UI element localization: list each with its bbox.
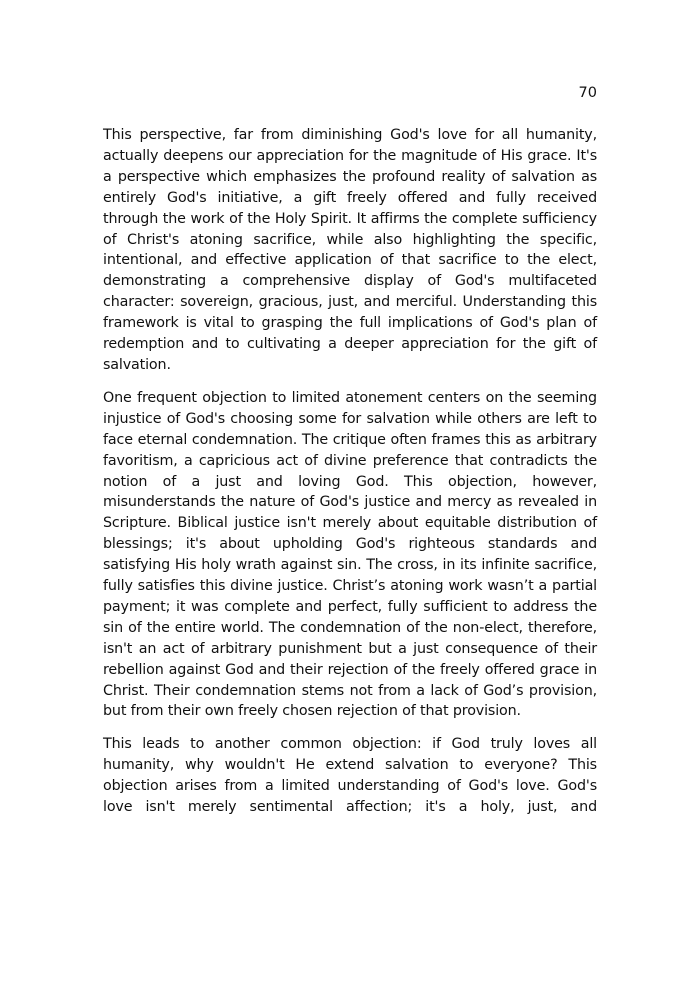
- body-text: [103, 125, 597, 830]
- paragraph-1: This perspective, far from diminishing God's love for all humanity, actually deepens our appreciation for the magnitude of His grace. It's a perspective which emphasizes the profound reality of salvation as entirely God's initiative, a gift freely offered and fully received through the work of the Holy Spirit. It affirms the complete sufficiency of Christ's atoning sacrifice, while also highlighting the specific, intentional, and effective application of that sacrifice to the elect, demonstrating a comprehensive display of God's multifaceted character: sovereign, gracious, just, and merciful. Understanding this framework is vital to grasping the full implications of God's plan of redemption and to cultivating a deeper appreciation for the gift of salvation.: [103, 127, 597, 373]
- paragraph-3: This leads to another common objection: if God truly loves all humanity, why wouldn't He extend salvation to everyone? This objection arises from a limited understanding of God's love. God's love isn't merely sentimental affection; it's a holy, just, and: [103, 736, 597, 816]
- paragraph-2: One frequent objection to limited atonement centers on the seeming injustice of God's choosing some for salvation while others are left to face eternal condemnation. The critique often frames this as arbitrary favoritism, a capricious act of divine preference that contradicts the notion of a just and loving God. This objection, however, misunderstands the nature of God's justice and mercy as revealed in Scripture. Biblical justice isn't merely about equitable distribution of blessings; it's about upholding God's righteous standards and satisfying His holy wrath against sin. The cross, in its infinite sacrifice, fully satisfies this divine justice. Christ’s atoning work wasn’t a partial payment; it was complete and perfect, fully sufficient to address the sin of the entire world. The condemnation of the non-elect, therefore, isn't an act of arbitrary punishment but a just consequence of their rebellion against God and their rejection of the freely offered grace in Christ. Their condemnation stems not from a lack of God’s provision, but from their own freely chosen rejection of that provision.: [103, 389, 597, 720]
- page-number: 70: [578, 85, 597, 101]
